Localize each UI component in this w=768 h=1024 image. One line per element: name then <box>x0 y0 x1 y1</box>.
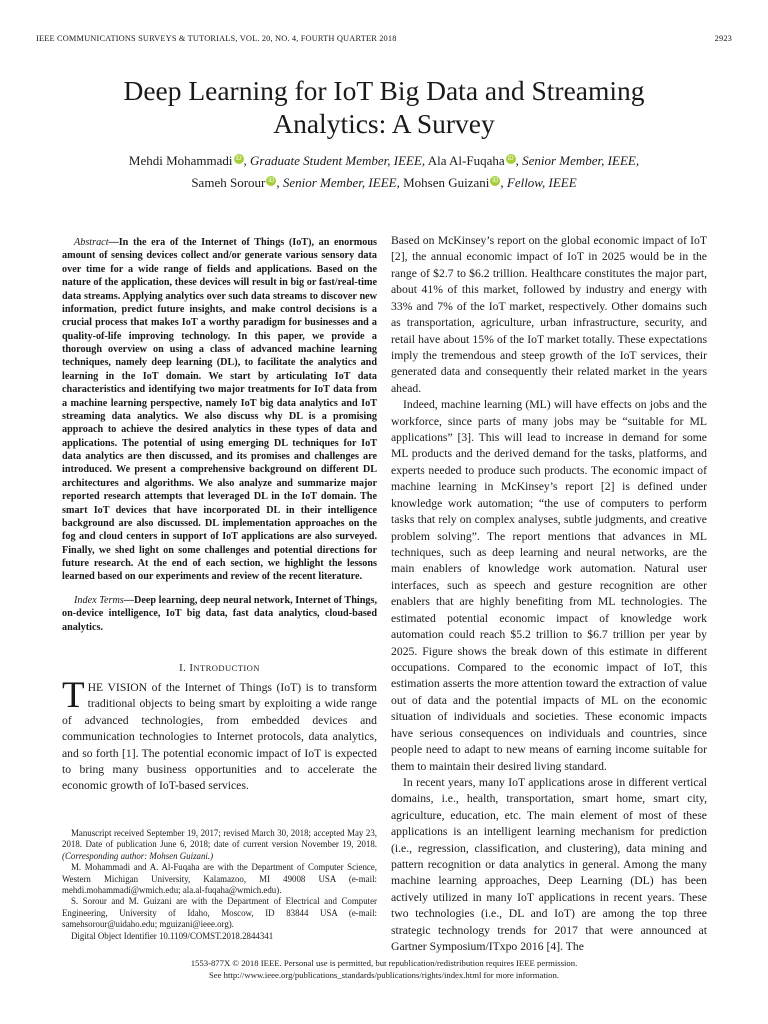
index-terms <box>62 594 377 634</box>
body-paragraph-1: Based on McKinsey’s report on the global economic impact of IoT [2], the annual economic impact of IoT in 2025 would be in the range of $2.7 to $6.2 trillion. Healthcare constitutes the major part, about 41% of this market, followed by industry and energy with 33% and 7% of the IoT market, respectively. Other domains such as transportation, agriculture, urban infrastructure, security, and retail have about 15% of the IoT market totally. These expectations imply the tremendous and steep growth of the IoT services, their generated data and consequently their related market in the years ahead. <box>391 234 707 395</box>
copyright-footer <box>36 958 732 981</box>
corresponding-author: (Corresponding author: Mohsen Guizani.) <box>62 850 214 861</box>
rights-link[interactable]: See http://www.ieee.org/publications_standards/publications/rights/index.html for more information. <box>208 969 560 980</box>
title-line-1: Deep Learning for IoT Big Data and Streaming <box>123 75 645 106</box>
right-column <box>391 233 707 956</box>
index-terms-label: Index Terms <box>74 594 124 606</box>
abstract-text: —In the era of the Internet of Things (IoT), an enormous amount of sensing devices collect and/or generate various sensory data over time for a wide range of fields and applications. Based on the nature of the application, these devices will result in big or fast/real-time data streams. Applying analytics over such data streams to discover new information, predict future insights, and make control decisions is a crucial process that makes IoT a worthy paradigm for businesses and a quality-of-life improving technology. In this paper, we provide a thorough overview on using a class of advanced machine learning techniques, namely deep learning (DL), to facilitate the analytics and learning in the IoT domain. We start by articulating IoT data characteristics and identifying two major treatments for IoT data from a machine learning perspective, namely IoT big data analytics and IoT streaming data analytics. We also discuss why DL is a promising approach to achieve the desired analytics in these types of data and applications. The potential of using emerging DL techniques for IoT data analytics are then discussed, and its promises and challenges are introduced. We present a comprehensive background on different DL architectures and algorithms. We also analyze and summarize major reported research attempts that leveraged DL in the IoT domain. The smart IoT devices that have incorporated DL in their intelligence background are also discussed. DL implementation approaches on the fog and cloud centers in support of IoT applications are also surveyed. Finally, we shed light on some challenges and potential directions for future research. At the end of each section, we highlight the lessons learned based on our experiments and review of the recent literature. <box>62 237 377 583</box>
section-heading <box>62 662 377 674</box>
footnote-affiliation-2: S. Sorour and M. Guizani are with the Department of Electrical and Computer Engineering, University of Idaho, Moscow, ID 83844 USA (e-mail: samehsorour@uidaho.edu; mguizani@ieee.org). <box>62 896 377 930</box>
footnote-doi: Digital Object Identifier 10.1109/COMST.2018.2844341 <box>71 930 274 941</box>
author-name: Mohsen Guizani <box>403 175 490 190</box>
title-line-2: Analytics: A Survey <box>273 108 495 139</box>
footnote-received <box>62 828 377 862</box>
author-line-2: Sameh Sorour iD , Senior Member, IEEE, Mohsen Guizani iD , Fellow, IEEE <box>191 175 577 190</box>
author-line-1: Mehdi Mohammadi iD , Graduate Student Member, IEEE, Ala Al-Fuqaha iD , Senior Member, IEEE, <box>128 153 640 168</box>
copyright-line: 1553-877X © 2018 IEEE. Personal use is permitted, but republication/redistribution requires IEEE permission. <box>190 958 578 968</box>
orcid-icon[interactable]: iD <box>235 155 242 162</box>
received-dates: Manuscript received September 19, 2017; revised March 30, 2018; accepted May 23, 2018. Date of publication June 6, 2018; date of current version November 19, 2018. <box>62 828 377 850</box>
paper-title <box>30 74 738 140</box>
drop-cap: T <box>62 674 85 716</box>
index-terms-text: —Deep learning, deep neural network, Internet of Things, on-device intelligence, IoT big data, fast data analytics, cloud-based analytics. <box>62 594 377 633</box>
body-paragraph-3: In recent years, many IoT applications arose in different vertical domains, i.e., health, transportation, smart home, smart city, agriculture, education, etc. The main element of most of these applications is an intelligent learning mechanism for prediction (i.e., regression, classification, and clustering), data mining and pattern recognition or data analytics in general. Among the many machine learning approaches, Deep Learning (DL) has been actively utilized in many IoT applications in recent years. These two technologies (i.e., DL and IoT) are among the top three strategic technology trends for 2017 that were announced at Gartner Symposium/ITxpo 2016 [4]. The <box>391 775 707 954</box>
body-paragraph-2: Indeed, machine learning (ML) will have effects on jobs and the workforce, since parts of many jobs may be “suitable for ML applications” [3]. This will lead to increase in demand for some ML products and the derived demand for the tasks, platforms, and experts needed to produce such products. The economic impact of machine learning in McKinsey’s report [2] is defined under knowledge work automation; “the use of computers to perform tasks that rely on complex analyses, subtle judgments, and creative problem solving”. The report mentions that advances in ML techniques, such as deep learning and neural networks, are the main enablers of knowledge work automation. Natural user interfaces, such as speech and gesture recognition are other enablers that are highly benefiting from ML technologies. The estimated potential economic impact of knowledge work automation could reach $5.2 trillion to $6.7 trillion per year by 2025. Figure shows the break down of this estimate in different occupations. Compared to the economic impact of IoT, this estimation asserts the more attention toward the extraction of value out of data and the potential impacts of ML on the economic situation of individuals and societies. These economic impacts have serious consequences on individuals and countries, since people need to adapt to new means of earning income suitable for them to maintain their desired living standard. <box>391 398 707 773</box>
abstract <box>62 236 377 584</box>
intro-paragraph <box>62 674 377 795</box>
intro-text: of the Internet of Things (IoT) is to transform traditional objects to being smart by exploiting a wide range of advanced technologies, from embedded devices and communication technologies to Internet protocols, data analytics, and so forth [1]. The potential economic impact of IoT is expected to bring many business opportunities and to accelerate the economic growth of IoT-based services. <box>62 680 377 793</box>
section-numeral: I. <box>179 661 187 674</box>
author-name: Sameh Sorour <box>191 175 266 190</box>
author-name: Ala Al-Fuqaha <box>427 153 505 168</box>
left-column <box>62 236 377 795</box>
abstract-label: Abstract <box>74 237 109 248</box>
orcid-icon[interactable]: iD <box>268 177 275 184</box>
orcid-icon[interactable]: iD <box>507 155 514 162</box>
author-list <box>30 150 738 194</box>
author-role: Senior Member, IEEE, <box>282 175 400 190</box>
section-title-rest: NTRODUCTION <box>193 662 260 673</box>
page-number: 2923 <box>714 34 732 43</box>
footnotes <box>62 828 377 942</box>
author-role: Fellow, IEEE <box>506 175 577 190</box>
orcid-icon[interactable]: iD <box>492 177 499 184</box>
journal-name: IEEE COMMUNICATIONS SURVEYS & TUTORIALS, VOL. 20, NO. 4, FOURTH QUARTER 2018 <box>36 34 397 43</box>
author-role: Graduate Student Member, IEEE, <box>250 153 426 168</box>
author-name: Mehdi Mohammadi <box>128 153 233 168</box>
footnote-affiliation-1: M. Mohammadi and A. Al-Fuqaha are with the Department of Computer Science, Western Michigan University, Kalamazoo, MI 49008 USA (e-mail: mehdi.mohammadi@wmich.edu; ala.al-fuqaha@wmich.edu). <box>62 862 377 896</box>
author-role: Senior Member, IEEE, <box>522 153 640 168</box>
section-title-first: I <box>189 661 194 674</box>
intro-caps: HE VISION <box>87 680 148 694</box>
running-header <box>36 34 732 43</box>
